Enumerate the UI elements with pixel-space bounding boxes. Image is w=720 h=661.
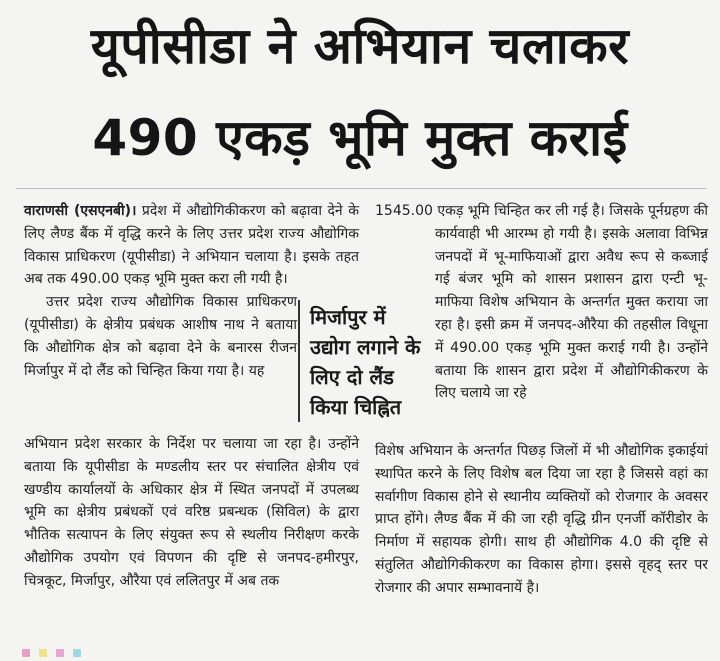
registration-mark <box>73 649 81 657</box>
headline-divider <box>16 188 706 189</box>
headline-line-2: 490 एकड़ भूमि मुक्त कराई <box>92 109 628 167</box>
second-paragraph: उत्तर प्रदेश राज्य औद्योगिक विकास प्राधिकरण (यूपीसीडा) के क्षेत्रीय प्रबंधक आशीष नाथ ने बताया कि औद्योगिक क्षेत्र को बढ़ावा देने के बनारस रीजन मिर्जापुर में दो लैंड को चिन्हित किया गया है। यह <box>24 294 297 379</box>
registration-mark <box>39 649 47 657</box>
lead-text: प्रदेश में औद्योगिकीकरण को बढ़ावा देने के लिए लैण्ड बैंक में वृद्धि करने के लिए उत्तर प्रदेश राज्य औद्योगिक विकास प्राधिकरण (यूपीसीडा) ने अभियान चलाया है। इसके तहत अब तक 490.00 एकड़ भूमि मुक्त करा ली गयी है। <box>24 203 359 288</box>
registration-mark <box>56 649 64 657</box>
headline-line-1: यूपीसीडा ने अभियान चलाकर <box>90 17 630 75</box>
column-2-text: 1545.00 एकड़ भूमि चिन्हित कर ली गई है। जिसके पूर्नग्रहण की कार्यवाही भी आरम्भ हो गयी है। इसके अलावा विभिन्न जनपदों में भू-माफियाओं द्वारा अवैध रूप से कब्जाई गई बंजर भूमि को शासन प्रशासन द्वारा एन्टी भू-माफिया विशेष अभियान के अन्तर्गत मुक्त कराया जा रहा है। इसी क्रम में जनपद-औरैया की तहसील विधूना में 490.00 एकड़ भूमि मुक्त कराई गयी है। उन्होंने बताया कि शासन द्वारा प्रदेश में औद्योगिकीकरण के लिए चलाये जा रहे <box>375 203 708 402</box>
color-registration-marks <box>22 642 85 654</box>
dateline: वाराणसी (एसएनबी)। <box>24 203 137 219</box>
pull-quote: मिर्जापुर में उद्योग लगाने के लिए दो लैंड किया चिह्नित <box>298 300 428 422</box>
registration-mark <box>22 649 30 657</box>
article-column-4 <box>375 440 708 600</box>
lead-paragraph <box>24 200 359 291</box>
article-column-3 <box>24 433 359 593</box>
column-3-text: अभियान प्रदेश सरकार के निर्देश पर चलाया जा रहा है। उन्होंने बताया कि यूपीसीडा के मण्डलीय स्तर पर संचालित क्षेत्रीय एवं खण्डीय कार्यालयों के अधिकार क्षेत्र में स्थित जनपदों में उपलब्ध भूमि का क्षेत्रीय प्रबंधकों एवं वरिष्ठ प्रबन्धक (सिविल) के द्वारा भौतिक सत्यापन के लिए संयुक्त रूप से स्थलीय निरीक्षण करके औद्योगिक उपयोग एवं विपणन की दृष्टि से जनपद-हमीरपुर, चित्रकूट, मिर्जापुर, औरैया एवं ललितपुर में अब तक <box>24 436 359 589</box>
column-4-text: विशेष अभियान के अन्तर्गत पिछड़ जिलों में भी औद्योगिक इकाईयां स्थापित करने के लिए विशेष बल दिया जा रहा है जिससे वहां का सर्वागीण विकास होने से स्थानीय व्यक्तियों को रोजगार के अवसर प्राप्त होंगे। लैण्ड बैंक में की जा रही वृद्धि ग्रीन एनर्जी कॉरीडोर के निर्माण में सहायक होगी। साथ ही औद्योगिक 4.0 की दृष्टि से संतुलित औद्योगिकीकरण का विकास होगा। इससे वृहद् स्तर पर रोजगार की अपार सम्भावनायें है। <box>375 443 708 596</box>
